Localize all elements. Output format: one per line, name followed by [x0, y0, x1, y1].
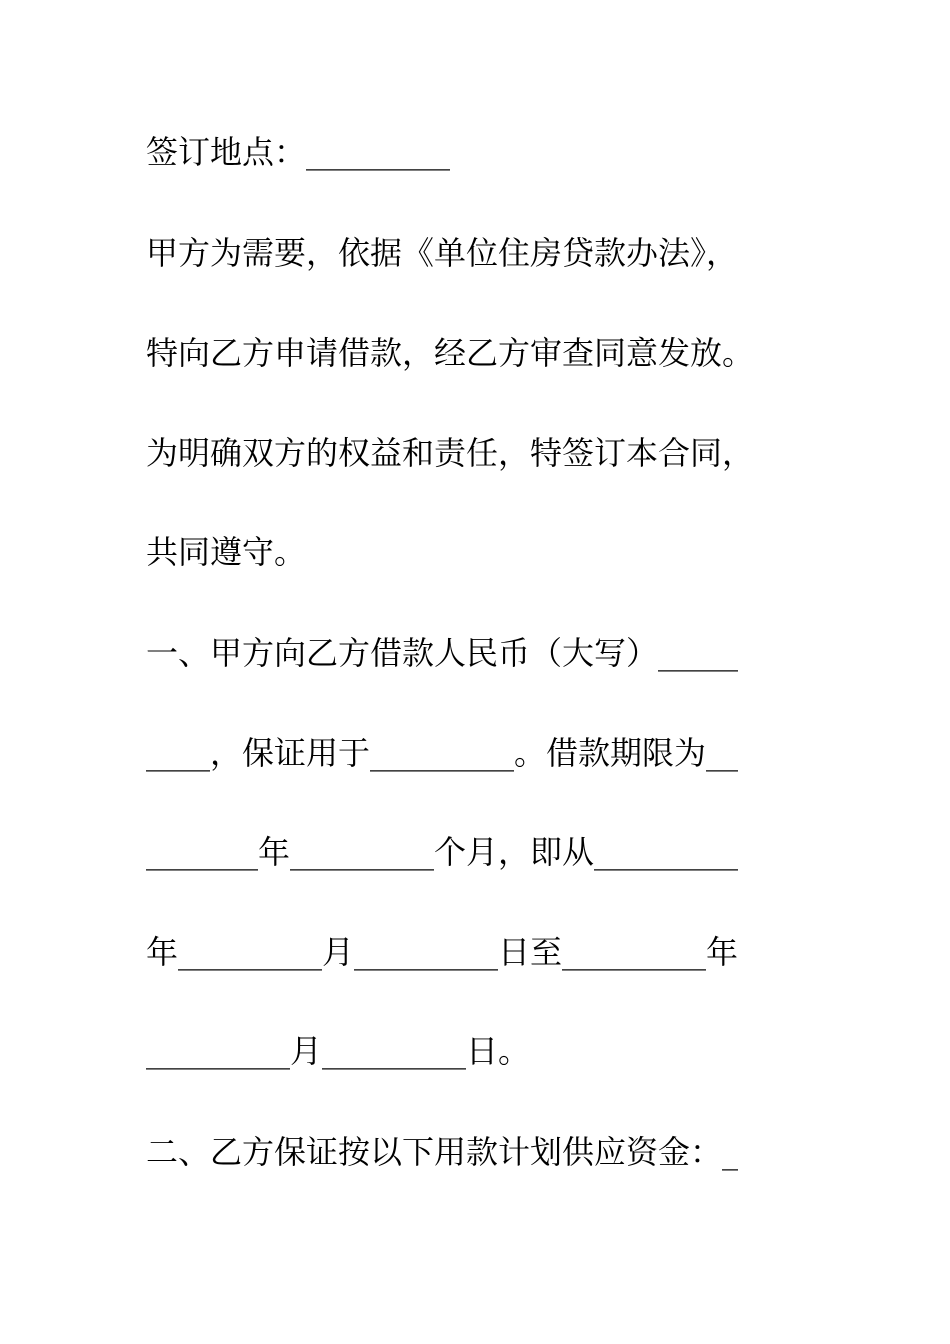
clause-one-line: _________月_________日。: [146, 1032, 531, 1070]
clause-one-line: 一、甲方向乙方借款人民币（大写）_____: [146, 634, 739, 672]
clause-one-line: ____，保证用于_________。借款期限为__: [146, 734, 739, 772]
clause-one-line: _______年_________个月，即从_________: [146, 833, 739, 871]
paragraph-line: 为明确双方的权益和责任，特签订本合同，: [146, 434, 755, 472]
paragraph-line: 特向乙方申请借款，经乙方审查同意发放。: [146, 334, 755, 372]
signing-location-line: 签订地点：_________: [146, 133, 451, 171]
paragraph-line: 共同遵守。: [146, 533, 307, 571]
clause-two-line: 二、乙方保证按以下用款计划供应资金：_: [146, 1133, 739, 1171]
paragraph-line: 甲方为需要，依据《单位住房贷款办法》，: [146, 234, 739, 272]
clause-one-line: 年_________月_________日至_________年: [146, 933, 739, 971]
